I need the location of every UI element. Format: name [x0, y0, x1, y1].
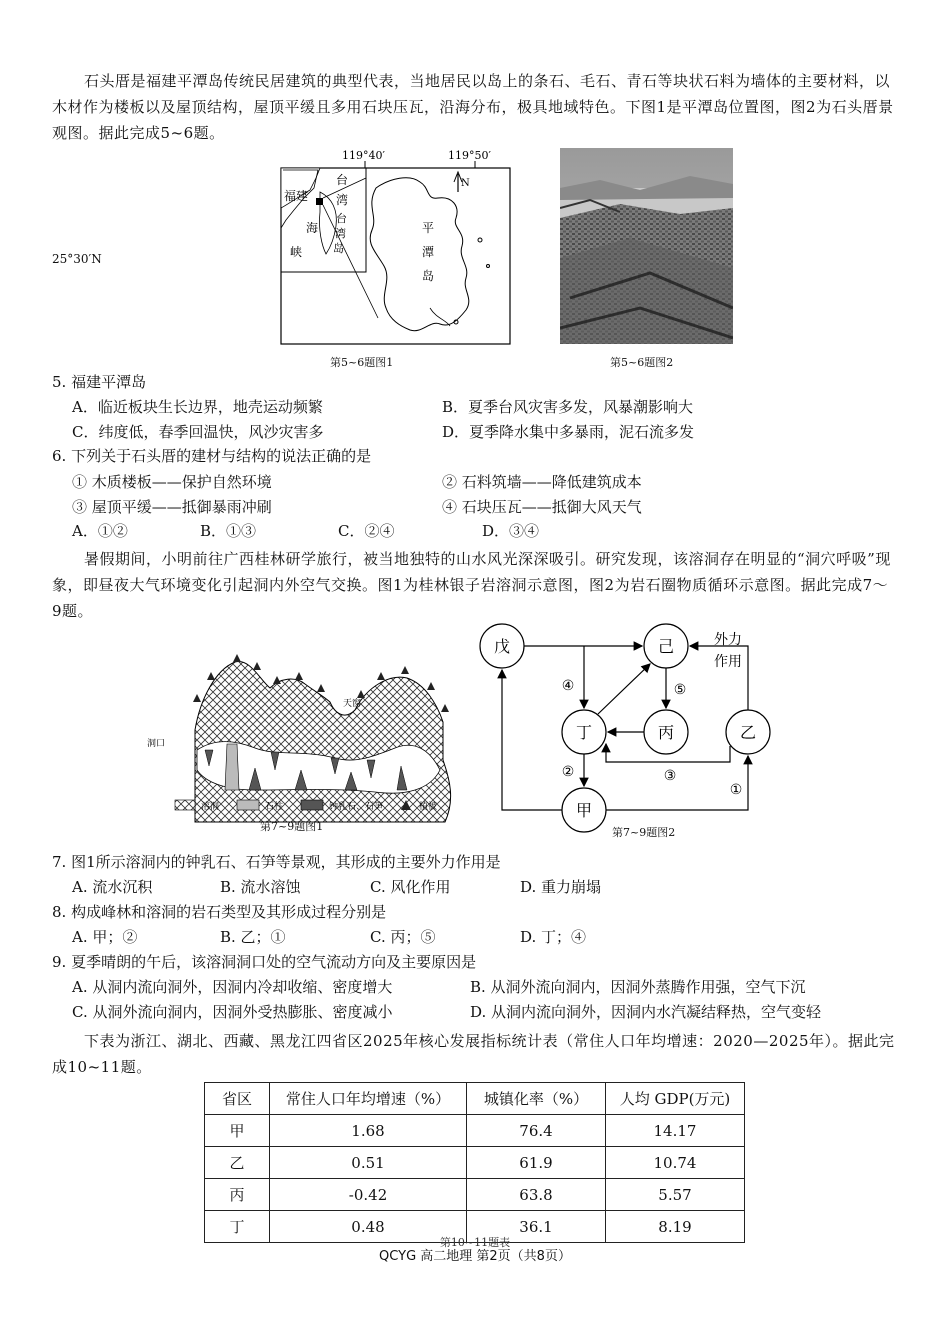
svg-text:戊: 戊: [493, 637, 511, 656]
stats-table: [204, 1082, 745, 1243]
table-cell: 0.48: [270, 1211, 467, 1243]
q8-option-c[interactable]: C. 丙；⑤: [370, 928, 436, 946]
svg-text:⑤: ⑤: [673, 682, 687, 698]
lon1-label: 119°40′: [342, 149, 385, 162]
svg-text:丁: 丁: [575, 723, 593, 742]
rock-cycle-figure: [478, 618, 778, 840]
table-cell: 8.19: [606, 1211, 745, 1243]
window-label: 天窗: [343, 699, 362, 709]
page-footer: QCYG 高二地理 第2页（共8页）: [379, 1249, 571, 1264]
svg-text:钟乳石、石笋: 钟乳石、石笋: [329, 802, 384, 812]
q7-option-a[interactable]: A. 流水沉积: [72, 878, 153, 896]
table-header: 常住人口年均增速（%）: [270, 1083, 467, 1115]
table-header-row: [205, 1083, 745, 1115]
table-cell: 乙: [205, 1147, 270, 1179]
q9-option-b[interactable]: B. 从洞外流向洞内，因洞外蒸腾作用强，空气下沉: [470, 978, 806, 996]
q5-option-a[interactable]: A．临近板块生长边界，地壳运动频繁: [72, 398, 323, 416]
table-cell: 76.4: [467, 1115, 606, 1147]
svg-text:甲: 甲: [575, 801, 593, 820]
table-row: [205, 1115, 745, 1147]
svg-text:岛: 岛: [333, 242, 344, 255]
svg-text:岛: 岛: [422, 269, 435, 283]
cave-figure: [145, 640, 465, 844]
map-caption: 第5~6题图1: [330, 356, 394, 369]
svg-text:溶洞: 溶洞: [201, 802, 220, 812]
fujian-label: 福建: [284, 189, 309, 203]
cave-caption: 第7~9题图1: [260, 820, 324, 833]
svg-text:海: 海: [306, 221, 319, 235]
table-cell: 1.68: [270, 1115, 467, 1147]
q7-option-d[interactable]: D. 重力崩塌: [520, 878, 602, 896]
q8-stem: 8. 构成峰林和溶洞的岩石类型及其形成过程分别是: [52, 903, 387, 921]
q6-option-b[interactable]: B．①③: [200, 522, 257, 540]
svg-text:台: 台: [336, 173, 349, 187]
q6-statement-3: ③ 屋顶平缓——抵御暴雨冲刷: [72, 498, 272, 516]
table-cell: -0.42: [270, 1179, 467, 1211]
svg-text:②: ②: [561, 764, 575, 780]
q9-option-a[interactable]: A. 从洞内流向洞外，因洞内冷却收缩、密度增大: [72, 978, 393, 996]
table-cell: 丁: [205, 1211, 270, 1243]
svg-text:湾: 湾: [336, 193, 349, 207]
table-cell: 5.57: [606, 1179, 745, 1211]
svg-text:①: ①: [729, 782, 743, 798]
passage-2: 暑假期间，小明前往广西桂林研学旅行，被当地独特的山水风光深深吸引。研究发现，该溶洞存在明显的“洞穴呼吸”现象，即昼夜大气环境变化引起洞内外空气交换。图1为桂林银子岩溶洞示意图，图2为岩石圈物质循环示意图。据此完成7～9题。: [52, 550, 891, 620]
photo-caption: 第5~6题图2: [610, 356, 674, 369]
q5-option-c[interactable]: C．纬度低，春季回温快，风沙灾害多: [72, 423, 324, 441]
stone-house-photo: [560, 148, 733, 344]
svg-text:③: ③: [663, 768, 677, 784]
svg-text:平: 平: [422, 221, 435, 235]
north-label: N: [461, 178, 470, 189]
q6-option-d[interactable]: D．③④: [482, 522, 540, 540]
q6-stem: 6. 下列关于石头厝的建材与结构的说法正确的是: [52, 447, 372, 465]
q7-stem: 7. 图1所示溶洞内的钟乳石、石笋等景观，其形成的主要外力作用是: [52, 853, 501, 871]
lat-label: 25°30′N: [52, 252, 102, 266]
q8-option-d[interactable]: D. 丁；④: [520, 928, 587, 946]
table-header: 省区: [205, 1083, 270, 1115]
svg-text:潭: 潭: [422, 245, 435, 259]
svg-text:作用: 作用: [714, 654, 742, 670]
passage-3: 下表为浙江、湖北、西藏、黑龙江四省区2025年核心发展指标统计表（常住人口年均增速：2020—2025年）。据此完成10~11题。: [52, 1032, 895, 1076]
q6-statement-1: ① 木质楼板——保护自然环境: [72, 473, 272, 491]
table-cell: 丙: [205, 1179, 270, 1211]
q7-option-c[interactable]: C. 风化作用: [370, 878, 451, 896]
svg-text:丙: 丙: [657, 723, 675, 742]
q8-option-a[interactable]: A. 甲；②: [72, 928, 138, 946]
q6-statement-4: ④ 石块压瓦——抵御大风天气: [442, 498, 642, 516]
q5-stem: 5. 福建平潭岛: [52, 373, 147, 391]
q8-option-b[interactable]: B. 乙；①: [220, 928, 286, 946]
cycle-caption: 第7~9题图2: [612, 826, 676, 839]
table-caption: 第10~11题表: [439, 1236, 511, 1249]
table-header: 城镇化率（%）: [467, 1083, 606, 1115]
table-row: [205, 1147, 745, 1179]
q9-option-c[interactable]: C. 从洞外流向洞内，因洞外受热膨胀、密度减小: [72, 1003, 393, 1021]
q9-option-d[interactable]: D. 从洞内流向洞外，因洞内水汽凝结释热，空气变轻: [470, 1003, 822, 1021]
table-cell: 甲: [205, 1115, 270, 1147]
svg-text:石柱: 石柱: [265, 802, 284, 812]
table-row: [205, 1179, 745, 1211]
table-cell: 14.17: [606, 1115, 745, 1147]
svg-text:乙: 乙: [739, 723, 757, 742]
svg-text:④: ④: [561, 678, 575, 694]
svg-text:外力: 外力: [714, 632, 742, 648]
q9-stem: 9. 夏季晴朗的午后，该溶洞洞口处的空气流动方向及主要原因是: [52, 953, 477, 971]
entrance-label: 洞口: [147, 739, 166, 749]
lon2-label: 119°50′: [448, 149, 491, 162]
svg-text:台: 台: [336, 212, 347, 225]
q7-option-b[interactable]: B. 流水溶蚀: [220, 878, 301, 896]
table-cell: 10.74: [606, 1147, 745, 1179]
q6-statement-2: ② 石料筑墙——降低建筑成本: [442, 473, 642, 491]
svg-text:峡: 峡: [290, 245, 303, 259]
q5-option-b[interactable]: B．夏季台风灾害多发，风暴潮影响大: [442, 398, 694, 416]
svg-text:己: 己: [657, 637, 675, 656]
table-cell: 36.1: [467, 1211, 606, 1243]
svg-text:湾: 湾: [335, 227, 346, 240]
table-cell: 61.9: [467, 1147, 606, 1179]
q5-option-d[interactable]: D．夏季降水集中多暴雨，泥石流多发: [442, 423, 695, 441]
q6-option-c[interactable]: C．②④: [338, 522, 395, 540]
table-header: 人均 GDP(万元): [606, 1083, 745, 1115]
passage-1: 石头厝是福建平潭岛传统民居建筑的典型代表，当地居民以岛上的条石、毛石、青石等块状石料为墙体的主要材料，以木材作为楼板以及屋顶结构，屋顶平缓且多用石块压瓦，沿海分布，极具地域特色。下图1是平潭岛位置图，图2为石头厝景观图。据此完成5~6题。: [52, 72, 894, 142]
svg-text:植被: 植被: [419, 802, 438, 812]
table-cell: 0.51: [270, 1147, 467, 1179]
table-cell: 63.8: [467, 1179, 606, 1211]
map-figure: [52, 148, 512, 352]
q6-option-a[interactable]: A．①②: [72, 522, 128, 540]
